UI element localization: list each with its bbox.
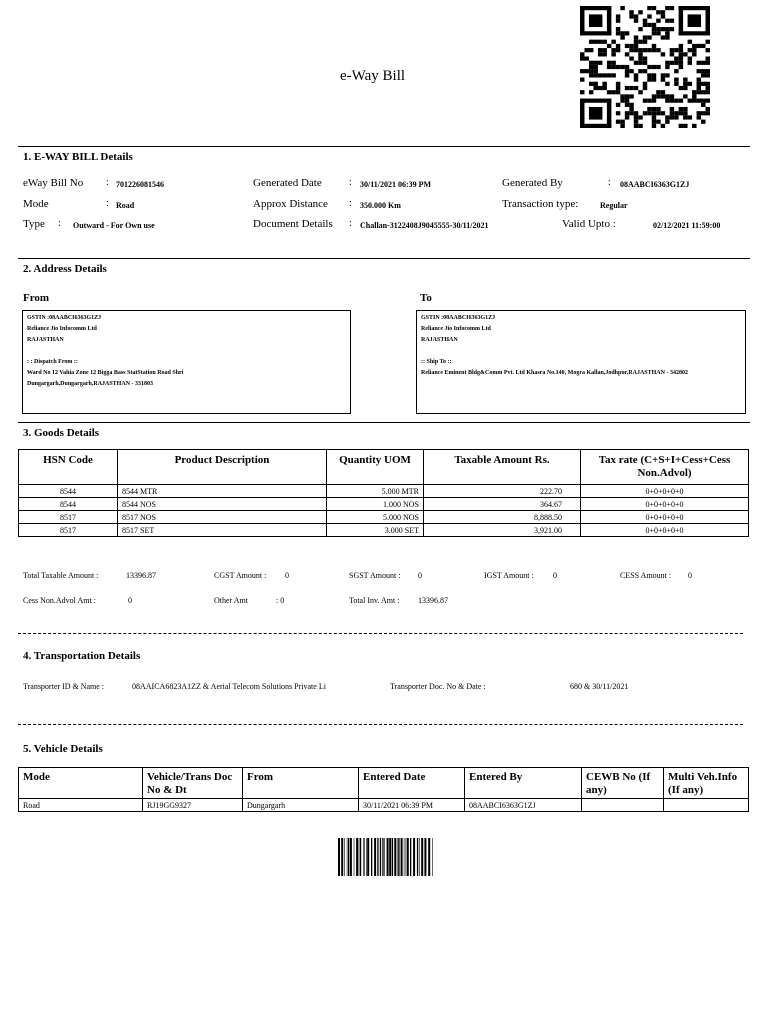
table-row — [19, 511, 749, 524]
vehicle-cell: 08AABCI6363G1ZJ — [465, 799, 582, 812]
goods-cell: 364.67 — [424, 498, 581, 511]
other-amt-label: Other Amt — [214, 596, 248, 605]
from-label: From — [23, 292, 50, 304]
section-goods-details: 3. Goods Details — [23, 427, 100, 439]
barcode — [338, 838, 433, 876]
from-line — [27, 346, 346, 357]
cess-non-advol-value: 0 — [128, 596, 132, 605]
cess-label: CESS Amount : — [620, 571, 672, 580]
to-line: Reliance Eminent Bldg&Comm Pvt. Ltd Khasra No.140, Mogra Kallan,Jodhpur,RAJASTHAN - 342802 — [421, 370, 688, 376]
goods-table — [18, 449, 749, 537]
total-taxable-label: Total Taxable Amount : — [23, 571, 99, 580]
mode-label: Mode — [23, 198, 49, 210]
goods-cell: 8517 — [19, 511, 118, 524]
goods-cell: 8517 SET — [118, 524, 327, 537]
section-address-details: 2. Address Details — [23, 263, 107, 275]
dashed-divider — [18, 724, 743, 725]
to-line — [421, 346, 741, 357]
colon: : — [349, 177, 352, 188]
goods-header: Quantity UOM — [327, 450, 424, 485]
vehicle-header: Multi Veh.Info (If any) — [664, 768, 749, 799]
generated-date-label: Generated Date — [253, 177, 322, 189]
colon: : — [106, 198, 109, 209]
type-label: Type — [23, 218, 45, 230]
vehicle-header: Entered By — [465, 768, 582, 799]
from-line: RAJASTHAN — [27, 337, 64, 343]
cess-value: 0 — [688, 571, 692, 580]
colon: : — [106, 177, 109, 188]
sgst-value: 0 — [418, 571, 422, 580]
goods-cell: 8544 MTR — [118, 485, 327, 498]
goods-cell: 8544 — [19, 485, 118, 498]
vehicle-header: Vehicle/Trans Doc No & Dt — [143, 768, 243, 799]
type-value: Outward - For Own use — [73, 221, 155, 230]
other-amt-value: : 0 — [276, 596, 285, 605]
goods-cell: 8544 NOS — [118, 498, 327, 511]
goods-header: Tax rate (C+S+I+Cess+Cess Non.Advol) — [581, 450, 749, 485]
to-label: To — [420, 292, 432, 304]
table-row — [19, 498, 749, 511]
document-details-value: Challan-3122408J9045555-30/11/2021 — [360, 221, 489, 230]
transporter-doc-label: Transporter Doc. No & Date : — [390, 682, 486, 691]
goods-cell: 8517 — [19, 524, 118, 537]
ewb-no-value: 701226081546 — [116, 180, 164, 189]
goods-cell: 222.70 — [424, 485, 581, 498]
valid-upto-label: Valid Upto : — [562, 218, 616, 230]
divider — [18, 146, 750, 147]
vehicle-header: Mode — [19, 768, 143, 799]
distance-label: Approx Distance — [253, 198, 328, 210]
total-inv-value: 13396.87 — [418, 596, 448, 605]
from-line: : : Dispatch From :: — [27, 359, 78, 365]
vehicle-cell — [582, 799, 664, 812]
vehicle-cell: 30/11/2021 06:39 PM — [359, 799, 465, 812]
goods-cell: 8517 NOS — [118, 511, 327, 524]
transporter-id-value: 08AAICA6823A1ZZ & Aerial Telecom Solutions Private Li — [132, 682, 326, 691]
igst-label: IGST Amount : — [484, 571, 534, 580]
generated-by-value: 08AABCI6363G1ZJ — [620, 180, 690, 189]
from-address-box — [22, 310, 351, 414]
section-vehicle-details: 5. Vehicle Details — [23, 743, 103, 755]
colon: : — [349, 198, 352, 209]
valid-upto-value: 02/12/2021 11:59:00 — [653, 221, 721, 230]
goods-header: HSN Code — [19, 450, 118, 485]
goods-cell: 8544 — [19, 498, 118, 511]
to-line: GSTIN :08AABCI6363G1ZJ — [421, 315, 496, 321]
cgst-label: CGST Amount : — [214, 571, 267, 580]
page-title: e-Way Bill — [340, 68, 406, 84]
from-line: GSTIN :08AABCI6363G1ZJ — [27, 315, 102, 321]
ewb-no-label: eWay Bill No — [23, 177, 84, 189]
vehicle-cell — [664, 799, 749, 812]
table-row — [19, 485, 749, 498]
vehicle-cell: RJ19GG9327 — [143, 799, 243, 812]
sgst-label: SGST Amount : — [349, 571, 401, 580]
goods-cell: 0+0+0+0+0 — [581, 511, 749, 524]
section-transportation-details: 4. Transportation Details — [23, 650, 141, 662]
goods-header: Product Description — [118, 450, 327, 485]
mode-value: Road — [116, 201, 135, 210]
goods-cell: 1.000 NOS — [327, 498, 424, 511]
transaction-type-label: Transaction type: — [502, 198, 579, 210]
goods-cell: 5.000 MTR — [327, 485, 424, 498]
igst-value: 0 — [553, 571, 557, 580]
dashed-divider — [18, 633, 743, 634]
generated-by-label: Generated By — [502, 177, 563, 189]
vehicle-header: Entered Date — [359, 768, 465, 799]
from-line: Reliance Jio Infocomm Ltd — [27, 326, 97, 332]
vehicle-header: CEWB No (If any) — [582, 768, 664, 799]
transporter-id-label: Transporter ID & Name : — [23, 682, 105, 691]
colon: : — [58, 218, 61, 229]
goods-cell: 8,888.50 — [424, 511, 581, 524]
goods-cell: 0+0+0+0+0 — [581, 498, 749, 511]
total-inv-label: Total Inv. Amt : — [349, 596, 400, 605]
goods-cell: 0+0+0+0+0 — [581, 524, 749, 537]
goods-cell: 3,921.00 — [424, 524, 581, 537]
total-taxable-value: 13396.87 — [126, 571, 156, 580]
goods-cell: 5.000 NOS — [327, 511, 424, 524]
vehicle-table — [18, 767, 749, 812]
section-ewb-details: 1. E-WAY BILL Details — [23, 151, 133, 163]
divider — [18, 422, 750, 423]
to-line: :: Ship To :: — [421, 359, 452, 365]
to-line: Reliance Jio Infocomm Ltd — [421, 326, 491, 332]
table-row — [19, 799, 749, 812]
from-line: Dungargarh,Dungargarh,RAJASTHAN - 331803 — [27, 381, 154, 387]
cgst-value: 0 — [285, 571, 289, 580]
vehicle-cell: Dungargarh — [243, 799, 359, 812]
transaction-type-value: Regular — [600, 201, 628, 210]
to-address-box — [416, 310, 746, 414]
colon: : — [349, 218, 352, 229]
colon: : — [608, 177, 611, 188]
generated-date-value: 30/11/2021 06:39 PM — [360, 180, 432, 189]
cess-non-advol-label: Cess Non.Advol Amt : — [23, 596, 96, 605]
document-details-label: Document Details — [253, 218, 333, 230]
from-line: Ward No 12 Vahia Zone 12 Bigga Bass StatStation Road Shri — [27, 370, 184, 376]
goods-cell: 3.000 SET — [327, 524, 424, 537]
to-line: RAJASTHAN — [421, 337, 458, 343]
vehicle-cell: Road — [19, 799, 143, 812]
transporter-doc-value: 680 & 30/11/2021 — [570, 682, 629, 691]
goods-header: Taxable Amount Rs. — [424, 450, 581, 485]
distance-value: 350.000 Km — [360, 201, 401, 210]
vehicle-header: From — [243, 768, 359, 799]
goods-cell: 0+0+0+0+0 — [581, 485, 749, 498]
divider — [18, 258, 750, 259]
table-row — [19, 524, 749, 537]
qr-code — [580, 6, 710, 128]
